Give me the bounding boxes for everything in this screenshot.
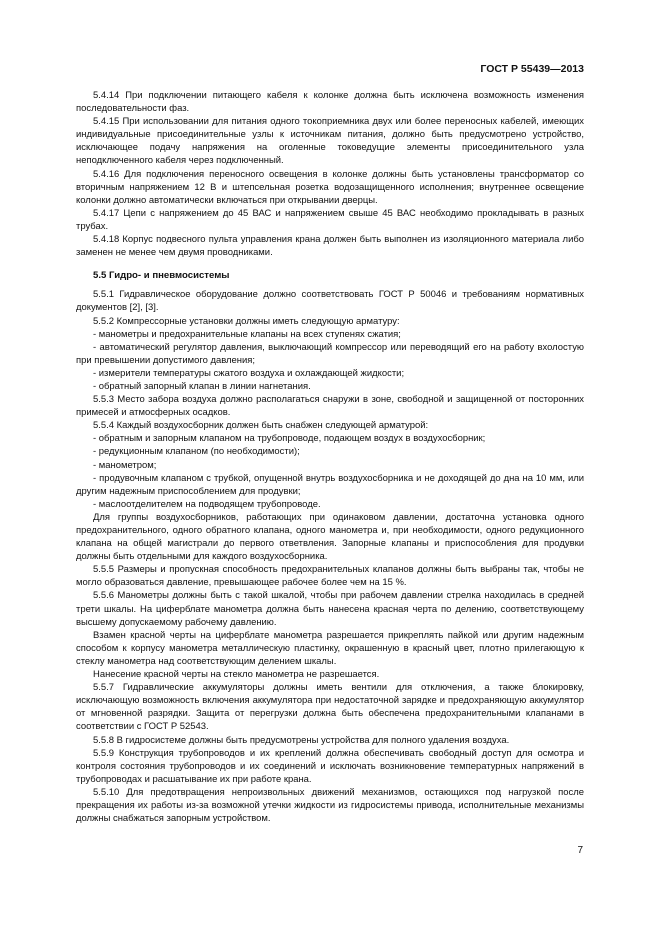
list-item: - обратным и запорным клапаном на трубопроводе, подающем воздух в воздухосборник; — [93, 433, 486, 445]
section-5-4-tail — [76, 89, 584, 259]
paragraph-5-5-2: 5.5.2 Компрессорные установки должны иметь следующую арматуру: — [93, 315, 400, 327]
paragraph-5-4-15: 5.4.15 При использовании для питания одного токоприемника двух или более переносных кабелей, имеющих индивидуальные присоединительные узлы к источникам питания, должно быть предусмотрено устройство, исключающее подачу напряжения на оголенные токоведущие элементы присоединительного узла неподключенного кабеля через подключенный. — [76, 116, 584, 167]
paragraph-red-line-glass: Нанесение красной черты на стекло манометра не разрешается. — [93, 669, 380, 681]
page-number: 7 — [577, 845, 583, 856]
paragraph-5-4-14: 5.4.14 При подключении питающего кабеля к колонке должна быть исключена возможность изменения последовательности фаз. — [76, 90, 584, 115]
paragraph-5-4-18: 5.4.18 Корпус подвесного пульта управления крана должен быть выполнен из изоляционного материала либо заменен не менее чем двумя проводниками. — [76, 234, 584, 259]
paragraph-5-4-16: 5.4.16 Для подключения переносного освещения в колонке должны быть установлены трансформатор со вторичным напряжением 12 В и штепсельная розетка водозащищенного исполнения; внутреннее освещение колонки должно автоматически включаться при открывании дверцы. — [76, 168, 584, 206]
list-item: - обратный запорный клапан в линии нагнетания. — [93, 380, 311, 392]
paragraph-5-5-5: 5.5.5 Размеры и пропускная способность предохранительных клапанов должны быть выбраны так, чтобы не могло образоваться давление, превышающее рабочее более чем на 15 %. — [76, 564, 584, 589]
paragraph-5-5-6: 5.5.6 Манометры должны быть с такой шкалой, чтобы при рабочем давлении стрелка находилась в средней трети шкалы. На циферблате манометра должна быть нанесена красная черта по делению, соответствующему высшему допускаемому рабочему давлению. — [76, 590, 584, 628]
list-item: - манометром; — [93, 459, 157, 471]
paragraph-5-5-10: 5.5.10 Для предотвращения непроизвольных движений механизмов, остающихся под нагрузкой после прекращения их работы из-за возможной утечки жидкости из гидросистемы привода, исполнительные механизмы должны снабжаться запорным устройством. — [76, 786, 584, 825]
section-heading-5-5: 5.5 Гидро- и пневмосистемы — [93, 270, 230, 282]
section-5-5-body — [76, 288, 584, 825]
paragraph-5-5-7: 5.5.7 Гидравлические аккумуляторы должны иметь вентили для отключения, а также блокировку, исключающую возможность включения аккумулятора при недостаточной зарядке и предохраняющую аккумулятор от мгновенной разрядки. Защита от перегрузки должна быть обеспечена предохранительными клапанами в соответствии с ГОСТ Р 52543. — [76, 682, 584, 733]
paragraph-5-5-4: 5.5.4 Каждый воздухосборник должен быть снабжен следующей арматурой: — [93, 420, 429, 432]
paragraph-5-5-9: 5.5.9 Конструкция трубопроводов и их креплений должна обеспечивать свободный доступ для осмотра и контроля состояния трубопроводов и их соединений и исключать возникновение температурных напряжений в трубопроводах и расшатывание их при работе крана. — [76, 747, 584, 785]
list-item: - редукционным клапаном (по необходимости); — [93, 446, 300, 458]
paragraph-5-4-17: 5.4.17 Цепи с напряжением до 45 ВАС и напряжением свыше 45 ВАС необходимо прокладывать в разных трубах. — [76, 207, 584, 232]
paragraph-5-5-8: 5.5.8 В гидросистеме должны быть предусмотрены устройства для полного удаления воздуха. — [93, 734, 510, 746]
document-code: ГОСТ Р 55439—2013 — [480, 63, 584, 75]
paragraph-5-5-1: 5.5.1 Гидравлическое оборудование должно соответствовать ГОСТ Р 50046 и требованиям нормативных документов [2], [3]. — [76, 289, 584, 314]
list-item: - измерители температуры сжатого воздуха и охлаждающей жидкости; — [93, 367, 405, 379]
list-item: - манометры и предохранительные клапаны на всех ступенях сжатия; — [93, 328, 401, 340]
list-item: - автоматический регулятор давления, выключающий компрессор или переводящий его на работу вхолостую при превышении допустимого давления; — [76, 341, 584, 366]
paragraph-5-5-3: 5.5.3 Место забора воздуха должно располагаться снаружи в зоне, свободной и защищенной от посторонних примесей и атмосферных осадков. — [76, 394, 584, 419]
list-item: - маслоотделителем на подводящем трубопроводе. — [93, 498, 321, 510]
paragraph-receiver-group: Для группы воздухосборников, работающих при одинаковом давлении, достаточна установка одного предохранительного, одного обратного клапана, одного манометра и, при необходимости, одного редукционного клапана на общей магистрали до первого ответвления. Запорные клапаны и приспособления для продувки должны быть отдельными для каждого воздухосборника. — [76, 511, 584, 563]
page-body — [76, 89, 584, 825]
list-item: - продувочным клапаном с трубкой, опущенной внутрь воздухосборника и не доходящей до дна на 10 мм, или другим надежным приспособлением для продувки; — [76, 472, 584, 497]
paragraph-red-plate: Взамен красной черты на циферблате манометра разрешается прикреплять пайкой или другим надежным способом к корпусу манометра металлическую пластинку, окрашенную в красный цвет, плотно прилегающую к стеклу манометра над соответствующим делением шкалы. — [76, 629, 584, 667]
